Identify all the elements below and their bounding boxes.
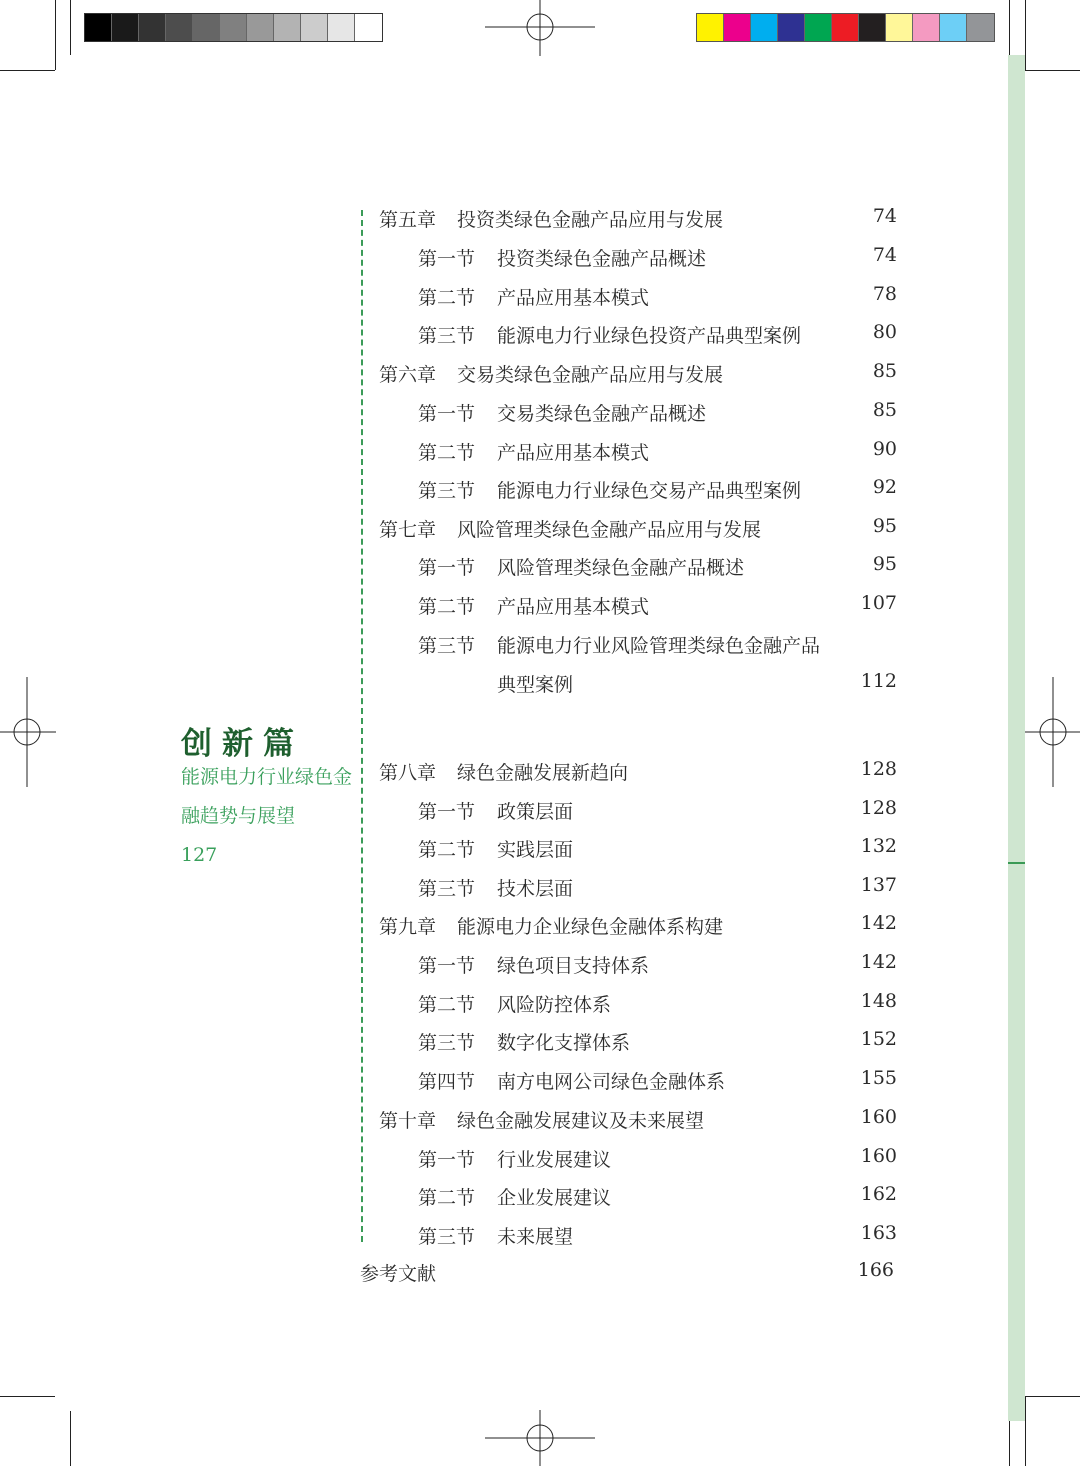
greyscale-swatch xyxy=(355,14,382,41)
toc-page-number: 162 xyxy=(860,1183,897,1205)
toc-page-number: 107 xyxy=(860,592,897,614)
toc-title: 政策层面 xyxy=(497,801,574,823)
toc-label: 第二节 xyxy=(418,994,476,1016)
toc-section-row[interactable] xyxy=(0,476,1080,506)
color-bar xyxy=(696,13,995,42)
toc-label: 第一节 xyxy=(418,1149,476,1171)
toc-label: 第二节 xyxy=(418,1187,476,1209)
crop-mark xyxy=(1025,70,1080,71)
toc-chapter-row[interactable] xyxy=(0,205,1080,235)
part-title: 创新篇 xyxy=(181,726,304,762)
toc-section-row[interactable] xyxy=(0,951,1080,981)
part-page: 127 xyxy=(181,844,218,866)
greyscale-swatch xyxy=(85,14,112,41)
toc-page-number: 85 xyxy=(872,360,897,382)
toc-page-number: 148 xyxy=(860,990,897,1012)
greyscale-bar xyxy=(84,13,383,42)
crop-mark xyxy=(1025,1396,1026,1466)
toc-chapter-row[interactable] xyxy=(0,912,1080,942)
process-color-swatch xyxy=(886,14,913,41)
registration-mark-bottom xyxy=(485,1410,595,1466)
toc-title: 数字化支撑体系 xyxy=(497,1032,631,1054)
toc-page-number: 112 xyxy=(860,670,897,692)
toc-section-row[interactable] xyxy=(0,399,1080,429)
process-color-swatch xyxy=(751,14,778,41)
toc-page-number: 78 xyxy=(872,283,897,305)
toc-section-row[interactable] xyxy=(0,244,1080,274)
toc-section-row[interactable] xyxy=(0,1028,1080,1058)
greyscale-swatch xyxy=(247,14,274,41)
toc-title: 南方电网公司绿色金融体系 xyxy=(497,1071,726,1093)
toc-title: 技术层面 xyxy=(497,878,574,900)
toc-title: 能源电力企业绿色金融体系构建 xyxy=(457,916,724,938)
toc-label: 第三节 xyxy=(418,1032,476,1054)
toc-page-number: 166 xyxy=(857,1259,894,1281)
toc-title: 产品应用基本模式 xyxy=(497,596,650,618)
toc-label: 第二节 xyxy=(418,287,476,309)
toc-title: 能源电力行业风险管理类绿色金融产品 xyxy=(497,635,821,657)
toc-title: 企业发展建议 xyxy=(497,1187,612,1209)
process-color-swatch xyxy=(859,14,886,41)
toc-title: 交易类绿色金融产品应用与发展 xyxy=(457,364,724,386)
toc-page-number: 152 xyxy=(860,1028,897,1050)
toc-label: 第二节 xyxy=(418,596,476,618)
toc-label: 第五章 xyxy=(379,209,437,231)
toc-section-row[interactable] xyxy=(0,1067,1080,1097)
toc-refs-row[interactable] xyxy=(0,1259,1080,1289)
toc-section-row[interactable] xyxy=(0,874,1080,904)
process-color-swatch xyxy=(940,14,967,41)
crop-mark xyxy=(1025,0,1026,70)
toc-page-number: 142 xyxy=(860,951,897,973)
toc-page-number: 74 xyxy=(872,244,897,266)
toc-page-number: 92 xyxy=(872,476,897,498)
toc-chapter-row[interactable] xyxy=(0,360,1080,390)
toc-section-row[interactable] xyxy=(0,797,1080,827)
toc-title: 典型案例 xyxy=(497,674,574,696)
toc-title: 绿色金融发展建议及未来展望 xyxy=(457,1110,705,1132)
toc-page-number: 160 xyxy=(860,1145,897,1167)
toc-section-row[interactable] xyxy=(0,1145,1080,1175)
toc-page-number: 74 xyxy=(872,205,897,227)
toc-section-row[interactable] xyxy=(0,670,1080,700)
toc-label: 第二节 xyxy=(418,839,476,861)
toc-label: 第十章 xyxy=(379,1110,437,1132)
toc-title: 未来展望 xyxy=(497,1226,574,1248)
toc-section-row[interactable] xyxy=(0,990,1080,1020)
toc-section-row[interactable] xyxy=(0,1183,1080,1213)
toc-section-row[interactable] xyxy=(0,835,1080,865)
greyscale-swatch xyxy=(166,14,193,41)
greyscale-swatch xyxy=(220,14,247,41)
toc-title: 产品应用基本模式 xyxy=(497,287,650,309)
process-color-swatch xyxy=(832,14,859,41)
toc-page-number: 137 xyxy=(860,874,897,896)
toc-section-row[interactable] xyxy=(0,1222,1080,1252)
registration-mark-top xyxy=(485,0,595,56)
process-color-swatch xyxy=(724,14,751,41)
toc-section-row[interactable] xyxy=(0,321,1080,351)
process-color-swatch xyxy=(778,14,805,41)
toc-title: 行业发展建议 xyxy=(497,1149,612,1171)
toc-label: 第一节 xyxy=(418,955,476,977)
toc-title: 风险管理类绿色金融产品应用与发展 xyxy=(457,519,762,541)
toc-title: 实践层面 xyxy=(497,839,574,861)
toc-title: 交易类绿色金融产品概述 xyxy=(497,403,707,425)
crop-mark xyxy=(0,70,55,71)
crop-mark xyxy=(70,1411,71,1466)
toc-chapter-row[interactable] xyxy=(0,1106,1080,1136)
toc-label: 第一节 xyxy=(418,403,476,425)
toc-page-number: 85 xyxy=(872,399,897,421)
process-color-swatch xyxy=(967,14,994,41)
toc-section-row[interactable] xyxy=(0,553,1080,583)
toc-title: 风险管理类绿色金融产品概述 xyxy=(497,557,745,579)
toc-page-number: 128 xyxy=(860,758,897,780)
greyscale-swatch xyxy=(301,14,328,41)
toc-label: 第三节 xyxy=(418,325,476,347)
toc-label: 第一节 xyxy=(418,557,476,579)
toc-label: 第七章 xyxy=(379,519,437,541)
greyscale-swatch xyxy=(328,14,355,41)
toc-label: 第四节 xyxy=(418,1071,476,1093)
toc-title: 产品应用基本模式 xyxy=(497,442,650,464)
toc-title: 绿色项目支持体系 xyxy=(497,955,650,977)
part-subtitle-line: 融趋势与展望 xyxy=(181,805,296,827)
crop-mark xyxy=(55,0,56,70)
greyscale-swatch xyxy=(112,14,139,41)
greyscale-swatch xyxy=(139,14,166,41)
toc-title: 能源电力行业绿色投资产品典型案例 xyxy=(497,325,802,347)
process-color-swatch xyxy=(697,14,724,41)
crop-mark xyxy=(70,0,71,55)
toc-label: 第二节 xyxy=(418,442,476,464)
toc-title: 绿色金融发展新趋向 xyxy=(457,762,629,784)
toc-section-row[interactable] xyxy=(0,283,1080,313)
greyscale-swatch xyxy=(193,14,220,41)
process-color-swatch xyxy=(805,14,832,41)
toc-page-number: 90 xyxy=(872,438,897,460)
toc-title: 投资类绿色金融产品应用与发展 xyxy=(457,209,724,231)
greyscale-swatch xyxy=(274,14,301,41)
toc-label: 第一节 xyxy=(418,248,476,270)
toc-label: 第八章 xyxy=(379,762,437,784)
crop-mark xyxy=(0,1396,55,1397)
toc-page-number: 155 xyxy=(860,1067,897,1089)
toc-page-number: 163 xyxy=(860,1222,897,1244)
part-subtitle-line: 能源电力行业绿色金 xyxy=(181,766,353,788)
toc-title: 能源电力行业绿色交易产品典型案例 xyxy=(497,480,802,502)
toc-label: 第一节 xyxy=(418,801,476,823)
toc-title: 风险防控体系 xyxy=(497,994,612,1016)
toc-label: 第六章 xyxy=(379,364,437,386)
toc-label: 参考文献 xyxy=(360,1263,437,1285)
toc-page-number: 132 xyxy=(860,835,897,857)
toc-title: 投资类绿色金融产品概述 xyxy=(497,248,707,270)
toc-section-row[interactable] xyxy=(0,592,1080,622)
toc-page-number: 128 xyxy=(860,797,897,819)
crop-mark xyxy=(1025,1396,1080,1397)
toc-section-row[interactable] xyxy=(0,631,1080,661)
toc-page-number: 160 xyxy=(860,1106,897,1128)
crop-mark xyxy=(1009,0,1010,55)
toc-label: 第三节 xyxy=(418,1226,476,1248)
toc-label: 第三节 xyxy=(418,635,476,657)
toc-chapter-row[interactable] xyxy=(0,515,1080,545)
toc-label: 第三节 xyxy=(418,480,476,502)
toc-page-number: 142 xyxy=(860,912,897,934)
toc-chapter-row[interactable] xyxy=(0,758,1080,788)
toc-label: 第九章 xyxy=(379,916,437,938)
process-color-swatch xyxy=(913,14,940,41)
toc-label: 第三节 xyxy=(418,878,476,900)
toc-page-number: 80 xyxy=(872,321,897,343)
toc-page-number: 95 xyxy=(872,515,897,537)
toc-section-row[interactable] xyxy=(0,438,1080,468)
toc-page-number: 95 xyxy=(872,553,897,575)
